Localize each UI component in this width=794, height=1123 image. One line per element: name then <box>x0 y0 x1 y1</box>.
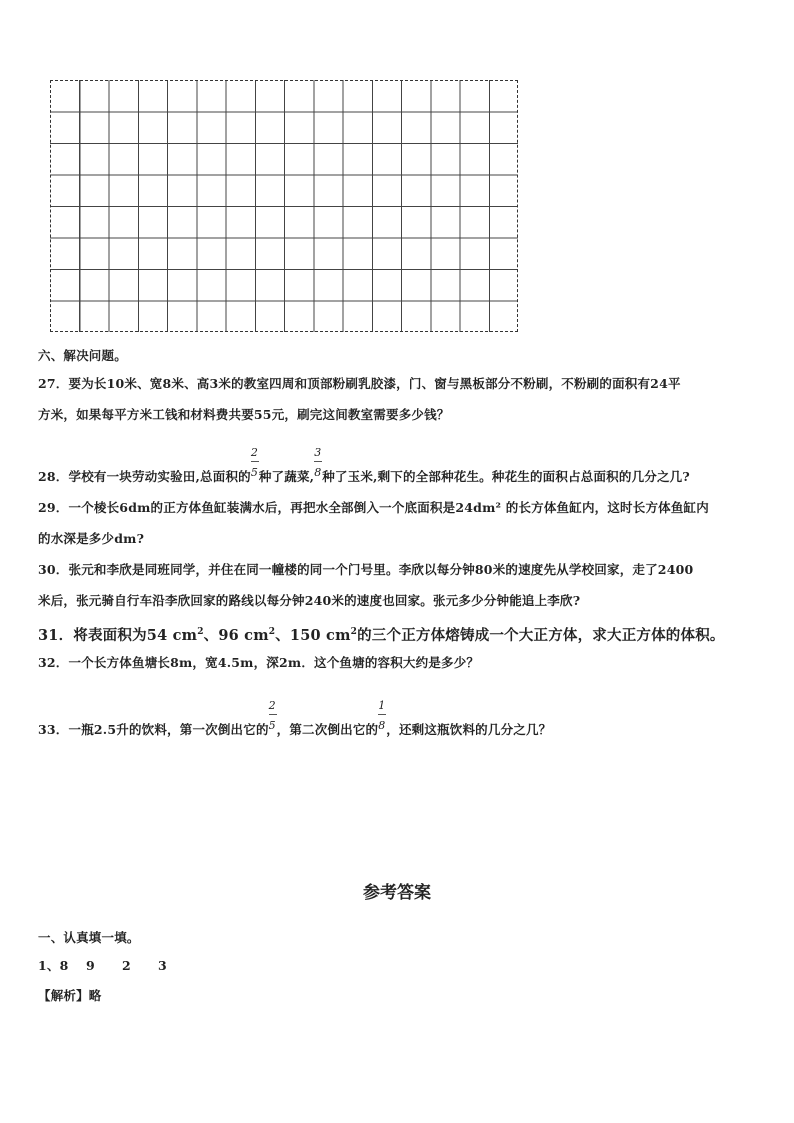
answer-title: 参考答案 <box>363 883 431 903</box>
q33-text-mid: ，第二次倒出它的 <box>276 722 379 737</box>
fraction-two-fifths: $\frac{2}{5}$ <box>268 699 276 732</box>
answer-value: 3 <box>158 958 167 973</box>
question-30-line1: 30．张元和李欣是同班同学，并住在同一幢楼的同一个门号里。李欣以每分钟80米的速度先从学校回家，走了2400 <box>38 562 694 577</box>
question-30-line2: 米后，张元骑自行车沿李欣回家的路线以每分钟240米的速度也回家。张元多少分钟能追上李欣? <box>38 593 581 608</box>
question-28 <box>38 446 690 485</box>
q28-text-pre: 28．学校有一块劳动实验田,总面积的 <box>38 469 251 484</box>
dashed-writing-grid <box>50 80 518 332</box>
fraction-one-eighth: $\frac{1}{8}$ <box>378 699 386 732</box>
question-33 <box>38 699 552 738</box>
question-31: 31．将表面积为54 $cm^2$、96 $cm^2$、150 $cm^2$的三个正方体熔铸成一个大正方体，求大正方体的体积。 <box>38 626 725 644</box>
q33-text-post: ，还剩这瓶饮料的几分之几？ <box>386 722 552 737</box>
answer-value: 2 <box>122 958 131 973</box>
answer-value: 1、8 <box>38 958 69 973</box>
fraction-two-fifths: $\frac{2}{5}$ <box>250 446 259 479</box>
question-27-line2: 方米，如果每平方米工钱和材料费共要55元，刷完这间教室需要多少钱？ <box>38 407 450 422</box>
answer-value: 9 <box>86 958 95 973</box>
question-32: 32．一个长方体鱼塘长8m，宽4.5m，深2m．这个鱼塘的容积大约是多少？ <box>38 655 480 670</box>
answer-section-heading: 一、认真填一填。 <box>38 930 140 945</box>
answer-1 <box>38 958 184 974</box>
analysis-text: 【解析】略 <box>38 988 102 1003</box>
question-27-line1: 27．要为长10米、宽8米、高3米的教室四周和顶部粉刷乳胶漆，门、窗与黑板部分不粉刷，不粉刷的面积有24平 <box>38 376 681 391</box>
q28-text-post: 种了玉米,剩下的全部种花生。种花生的面积占总面积的几分之几? <box>322 469 690 484</box>
q33-text-pre: 33．一瓶2.5升的饮料，第一次倒出它的 <box>38 722 269 737</box>
q28-text-mid: 种了蔬菜, <box>258 469 315 484</box>
question-29-line1: 29．一个棱长6dm的正方体鱼缸装满水后，再把水全部倒入一个底面积是24dm² 的长方体鱼缸内，这时长方体鱼缸内 <box>38 500 709 515</box>
question-29-line2: 的水深是多少dm? <box>38 531 145 546</box>
fraction-three-eighths: $\frac{3}{8}$ <box>314 446 322 479</box>
section-heading: 六、解决问题。 <box>38 348 127 363</box>
